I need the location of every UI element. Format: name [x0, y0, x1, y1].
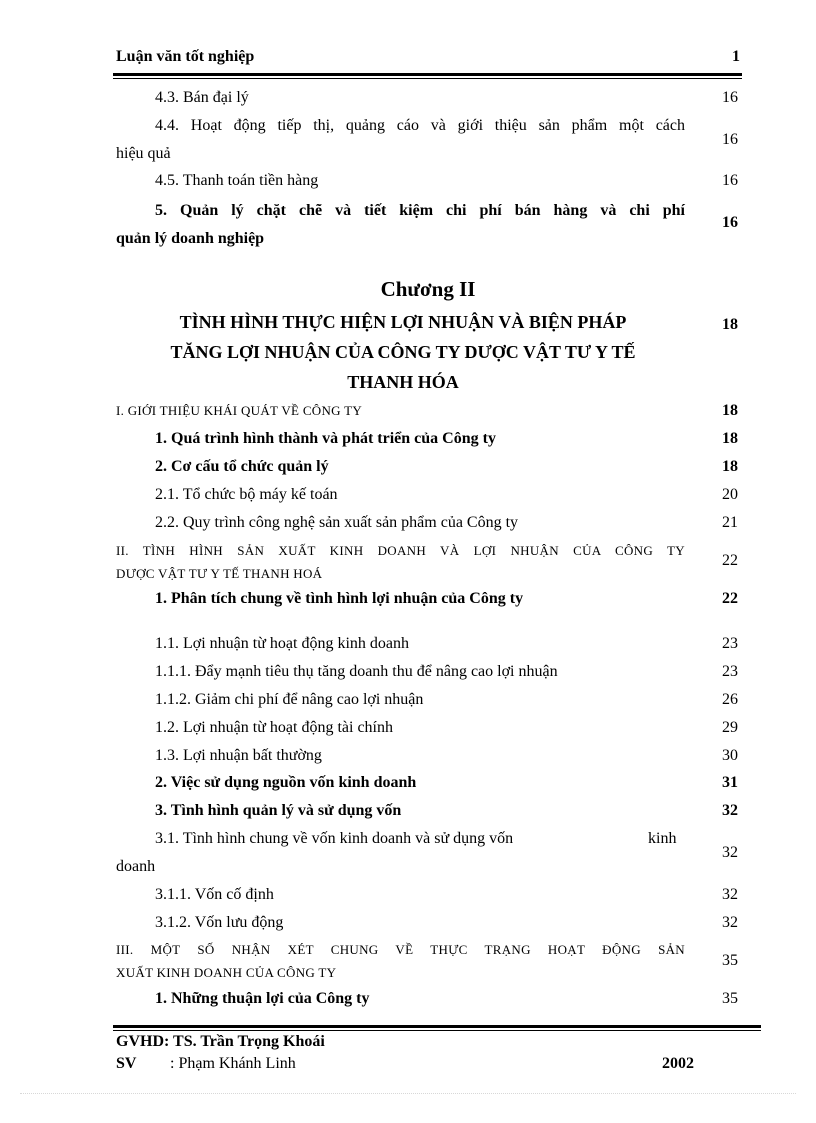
header-rule-thin [113, 78, 742, 79]
chapter-title-line2: TĂNG LỢI NHUẬN CỦA CÔNG TY DƯỢC VẬT TƯ Y TẾ [170, 342, 636, 362]
toc-entry-text: 2.2. Quy trình công nghệ sản xuất sản phẩm của Công ty [155, 514, 519, 531]
toc-entry-page: 16 [722, 214, 738, 231]
toc-entry-text: 1.2. Lợi nhuận từ hoạt động tài chính [155, 719, 393, 736]
toc-entry-page: 35 [722, 952, 738, 969]
toc-entry-page: 30 [722, 747, 738, 764]
toc-entry-page: 32 [722, 802, 738, 819]
toc-entry-page: 29 [722, 719, 738, 736]
toc-entry-text: 1.3. Lợi nhuận bất thường [155, 747, 322, 764]
toc-entry-text: 4.3. Bán đại lý [155, 89, 249, 106]
toc-entry-page: 32 [722, 844, 738, 861]
chapter-page: 18 [722, 316, 738, 333]
toc-entry-page: 21 [722, 514, 738, 531]
toc-entry-text: II. TÌNH HÌNH SẢN XUẤT KINH DOANH VÀ LỢI NHUẬN CỦA CÔNG TY [116, 543, 685, 558]
toc-entry-page: 31 [722, 774, 738, 791]
toc-entry-text: 3.1.1. Vốn cố định [155, 886, 274, 903]
toc-entry-text-cont: quản lý doanh nghiệp [116, 230, 265, 247]
toc-entry-text: 1. Những thuận lợi của Công ty [155, 990, 370, 1007]
toc-entry-text: 2. Cơ cấu tổ chức quản lý [155, 458, 329, 475]
toc-entry-text: III. MỘT SỐ NHẬN XÉT CHUNG VỀ THỰC TRẠNG HOẠT ĐỘNG SẢN [116, 942, 685, 957]
footer-student-name: : Phạm Khánh Linh [170, 1055, 296, 1072]
toc-entry-page: 32 [722, 914, 738, 931]
toc-entry-text: 4.4. Hoạt động tiếp thị, quảng cáo và giới thiệu sản phẩm một cách [155, 117, 685, 134]
toc-entry-text: kinh [648, 830, 677, 847]
footer-year: 2002 [662, 1055, 694, 1072]
toc-entry-text: I. GIỚI THIỆU KHÁI QUÁT VỀ CÔNG TY [116, 403, 363, 418]
toc-entry-text: 3. Tình hình quản lý và sử dụng vốn [155, 802, 402, 819]
toc-entry-text: 1. Phân tích chung về tình hình lợi nhuận của Công ty [155, 590, 524, 607]
toc-entry-text-cont: DƯỢC VẬT TƯ Y TẾ THANH HOÁ [116, 566, 323, 581]
toc-entry-page: 16 [722, 172, 738, 189]
chapter-title-line1: TÌNH HÌNH THỰC HIỆN LỢI NHUẬN VÀ BIỆN PHÁP [179, 312, 627, 332]
toc-entry-text-cont: hiệu quả [116, 145, 171, 162]
chapter-label: Chương II [380, 277, 476, 301]
toc-entry-text: 5. Quản lý chặt chẽ và tiết kiệm chi phí bán hàng và chi phí [155, 202, 685, 219]
toc-entry-text: 1.1.1. Đẩy mạnh tiêu thụ tăng doanh thu để nâng cao lợi nhuận [155, 663, 558, 680]
toc-entry-page: 22 [722, 590, 738, 607]
header-page-number: 1 [732, 48, 740, 65]
toc-entry-page: 22 [722, 552, 738, 569]
toc-entry-page: 16 [722, 89, 738, 106]
toc-entry-text: 4.5. Thanh toán tiền hàng [155, 172, 319, 189]
toc-entry-page: 23 [722, 663, 738, 680]
toc-entry-text: 1. Quá trình hình thành và phát triển của Công ty [155, 430, 496, 447]
header-rule-thick [113, 73, 742, 76]
toc-entry-page: 35 [722, 990, 738, 1007]
toc-entry-text-cont: doanh [116, 858, 156, 875]
chapter-title-line3: THANH HÓA [347, 372, 459, 392]
toc-entry-page: 16 [722, 131, 738, 148]
toc-entry-text-cont: XUẤT KINH DOANH CỦA CÔNG TY [116, 965, 337, 980]
footer-student-label: SV [116, 1055, 137, 1072]
footer-rule-thin [113, 1030, 761, 1031]
toc-entry-page: 32 [722, 886, 738, 903]
toc-entry-text: 3.1.2. Vốn lưu động [155, 914, 284, 931]
page-bottom-dotted-line [20, 1093, 796, 1094]
toc-entry-text: 1.1.2. Giảm chi phí để nâng cao lợi nhuận [155, 691, 424, 708]
footer-supervisor: GVHD: TS. Trần Trọng Khoái [116, 1033, 325, 1050]
toc-entry-text: 2. Việc sử dụng nguồn vốn kinh doanh [155, 774, 417, 791]
toc-entry-text: 3.1. Tình hình chung về vốn kinh doanh và sử dụng vốn [155, 830, 514, 847]
toc-entry-page: 26 [722, 691, 738, 708]
toc-entry-page: 18 [722, 458, 738, 475]
footer-rule-thick [113, 1025, 761, 1028]
toc-entry-page: 18 [722, 430, 738, 447]
header-title: Luận văn tốt nghiệp [116, 48, 255, 65]
toc-entry-text: 1.1. Lợi nhuận từ hoạt động kinh doanh [155, 635, 409, 652]
toc-entry-page: 18 [722, 402, 738, 419]
toc-entry-page: 20 [722, 486, 738, 503]
toc-entry-text: 2.1. Tổ chức bộ máy kế toán [155, 486, 338, 503]
toc-entry-page: 23 [722, 635, 738, 652]
